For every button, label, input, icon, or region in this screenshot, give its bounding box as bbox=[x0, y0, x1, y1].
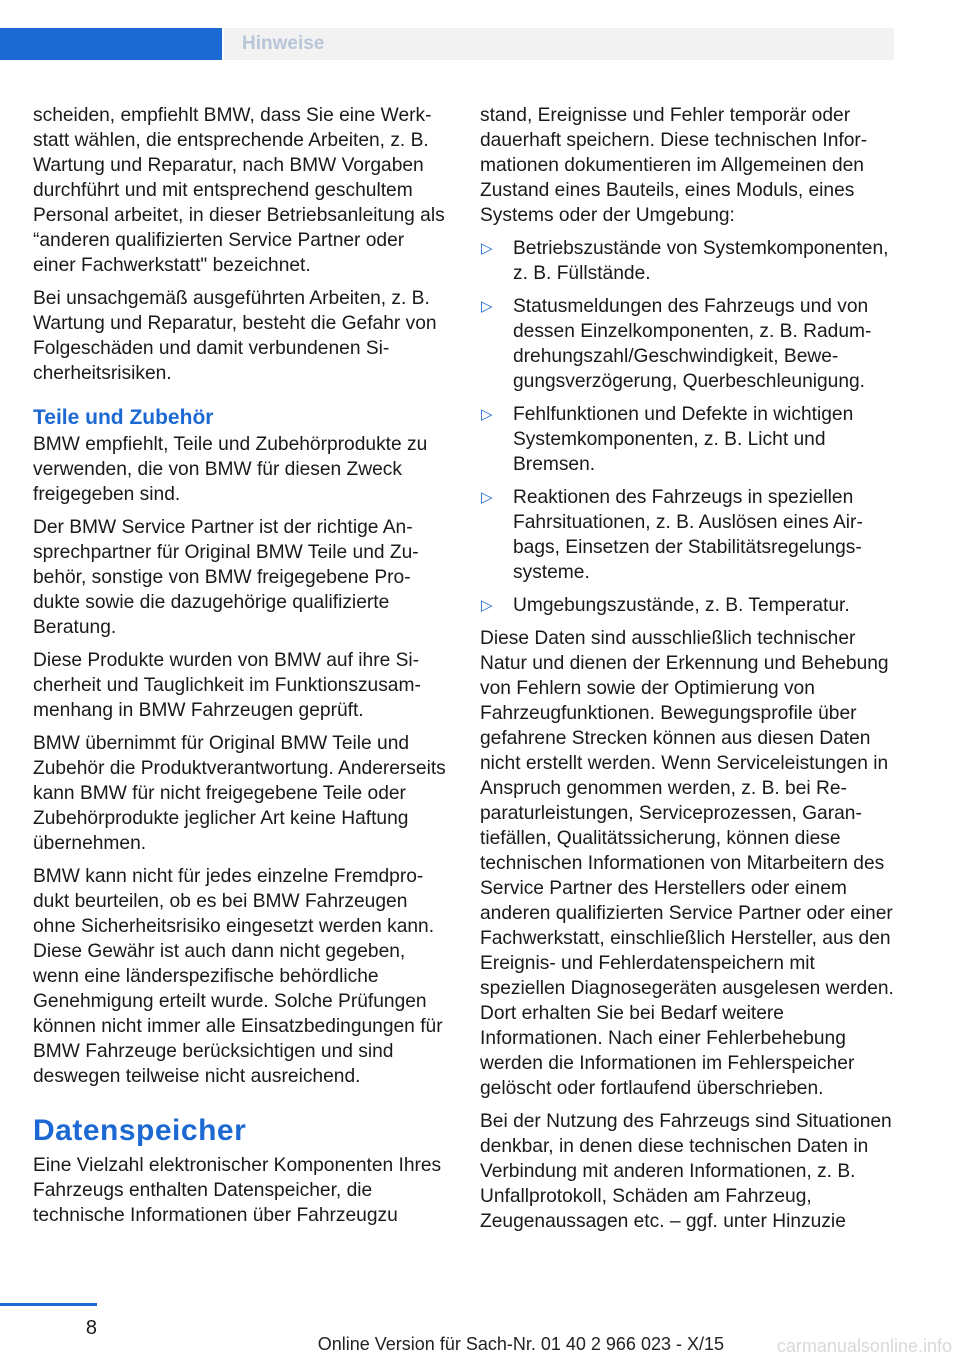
list-item-text: Umgebungszustände, z. B. Temperatur. bbox=[513, 595, 850, 616]
paragraph: Der BMW Service Partner ist der richtige Ansprechpartner für Original BMW Teile und Zubehör, sonstige von BMW freigegebene Produkte sowie die dazugehörige qualifizierte Beratung. bbox=[33, 517, 419, 638]
list-item bbox=[480, 402, 894, 477]
list-item bbox=[480, 294, 894, 394]
triangle-bullet-icon: ▷ bbox=[481, 597, 493, 614]
paragraph: stand, Ereignisse und Fehler temporär oder dauerhaft speichern. Diese technischen Informationen dokumentieren im Allgemeinen den Zustand eines Bauteils, eines Moduls, eines Systems oder der Umgebung: bbox=[480, 105, 868, 226]
paragraph: Eine Vielzahl elektronischer Komponenten Ihres Fahrzeugs enthalten Datenspeicher, die technische Informationen über Fahrzeugzu bbox=[33, 1155, 442, 1226]
footer-accent-line bbox=[0, 1303, 97, 1306]
triangle-bullet-icon: ▷ bbox=[481, 298, 493, 315]
heading-data-storage: Datenspeicher bbox=[33, 1114, 247, 1147]
list-item bbox=[480, 236, 894, 286]
section-title: Hinweise bbox=[242, 33, 325, 54]
list-item-text: Betriebszustände von Systemkomponenten, z. B. Füllstände. bbox=[513, 238, 889, 284]
paragraph: Bei der Nutzung des Fahrzeugs sind Situationen denkbar, in denen diese technischen Daten in Verbindung mit anderen Informationen, z. B. Unfallprotokoll, Schäden am Fahrzeug, Zeugenaussagen etc. – ggf. unter Hinzuzie bbox=[480, 1111, 892, 1232]
list-item-text: Reaktionen des Fahrzeugs in speziellen Fahrsituationen, z. B. Auslösen eines Airbags, Einsetzen der Stabilitätsregelungssysteme. bbox=[513, 487, 863, 583]
paragraph: scheiden, empfiehlt BMW, dass Sie eine Werkstatt wählen, die entsprechende Arbeiten, z. B. Wartung und Reparatur, nach BMW Vorgaben durchführt und mit entsprechend geschultem Personal arbeitet, in dieser Betriebsanleitung als “anderen qualifizierten Service Partner oder einer Fachwerkstatt" bezeichnet. bbox=[33, 105, 445, 276]
paragraph: BMW kann nicht für jedes einzelne Fremdprodukt beurteilen, ob es bei BMW Fahrzeugen ohne Sicherheitsrisiko eingesetzt werden kann. Diese Gewähr ist auch dann nicht gegeben, wenn eine länderspezifische behördliche Genehmigung erteilt wurde. Solche Prüfungen können nicht immer alle Einsatzbedingungen für BMW Fahrzeuge berücksichtigen und sind deswegen teilweise nicht ausreichend. bbox=[33, 866, 443, 1087]
right-column bbox=[480, 103, 894, 1242]
heading-parts-accessories: Teile und Zubehör bbox=[33, 406, 214, 429]
triangle-bullet-icon: ▷ bbox=[481, 240, 493, 257]
list-item bbox=[480, 593, 894, 618]
list-item bbox=[480, 485, 894, 585]
header-bar bbox=[224, 28, 894, 60]
left-column bbox=[33, 103, 451, 1236]
page-number: 8 bbox=[85, 1317, 97, 1339]
list-item-text: Fehlfunktionen und Defekte in wichtigen Systemkomponenten, z. B. Licht und Bremsen. bbox=[513, 404, 854, 475]
paragraph: BMW übernimmt für Original BMW Teile und Zubehör die Produktverantwortung. Andererseits kann BMW für nicht freigegebene Teile oder Zubehörprodukte jeglicher Art keine Haftung übernehmen. bbox=[33, 733, 446, 854]
paragraph: BMW empfiehlt, Teile und Zubehörprodukte zu verwenden, die von BMW für diesen Zweck freigegeben sind. bbox=[33, 434, 428, 505]
watermark: carmanualsonline.info bbox=[776, 1336, 952, 1356]
list-item-text: Statusmeldungen des Fahrzeugs und von dessen Einzelkomponenten, z. B. Radumdrehungszahl/Geschwindigkeit, Bewegungsverzögerung, Querbeschleunigung. bbox=[513, 296, 872, 392]
triangle-bullet-icon: ▷ bbox=[481, 489, 493, 506]
paragraph: Diese Produkte wurden von BMW auf ihre Sicherheit und Tauglichkeit im Funktionszusammenhang in BMW Fahrzeugen geprüft. bbox=[33, 650, 421, 721]
triangle-bullet-icon: ▷ bbox=[481, 406, 493, 423]
online-version-note: Online Version für Sach-Nr. 01 40 2 966 023 - X/15 bbox=[317, 1334, 724, 1354]
paragraph: Diese Daten sind ausschließlich technischer Natur und dienen der Erkennung und Behebung von Fehlern sowie der Optimierung von Fahrzeugfunktionen. Bewegungsprofile über gefahrene Strecken können aus diesen Daten nicht erstellt werden. Wenn Serviceleistungen in Anspruch genommen werden, z. B. bei Reparaturleistungen, Serviceprozessen, Garantiefällen, Qualitätssicherung, können diese technischen Informationen von Mitarbeitern des Service Partner des Herstellers oder einem anderen qualifizierten Service Partner oder einer Fachwerkstatt, einschließlich Hersteller, aus den Ereignis- und Fehlerdatenspeichern mit speziellen Diagnosegeräten ausgelesen werden. Dort erhalten Sie bei Bedarf weitere Informationen. Nach einer Fehlerbehebung werden die Informationen im Fehlerspeicher gelöscht oder fortlaufend überschrieben. bbox=[480, 628, 894, 1099]
header-accent-bar bbox=[0, 28, 222, 60]
bullet-list bbox=[480, 236, 894, 618]
paragraph: Bei unsachgemäß ausgeführten Arbeiten, z. B. Wartung und Reparatur, besteht die Gefahr von Folgeschäden und damit verbundenen Sicherheitsrisiken. bbox=[33, 288, 437, 384]
